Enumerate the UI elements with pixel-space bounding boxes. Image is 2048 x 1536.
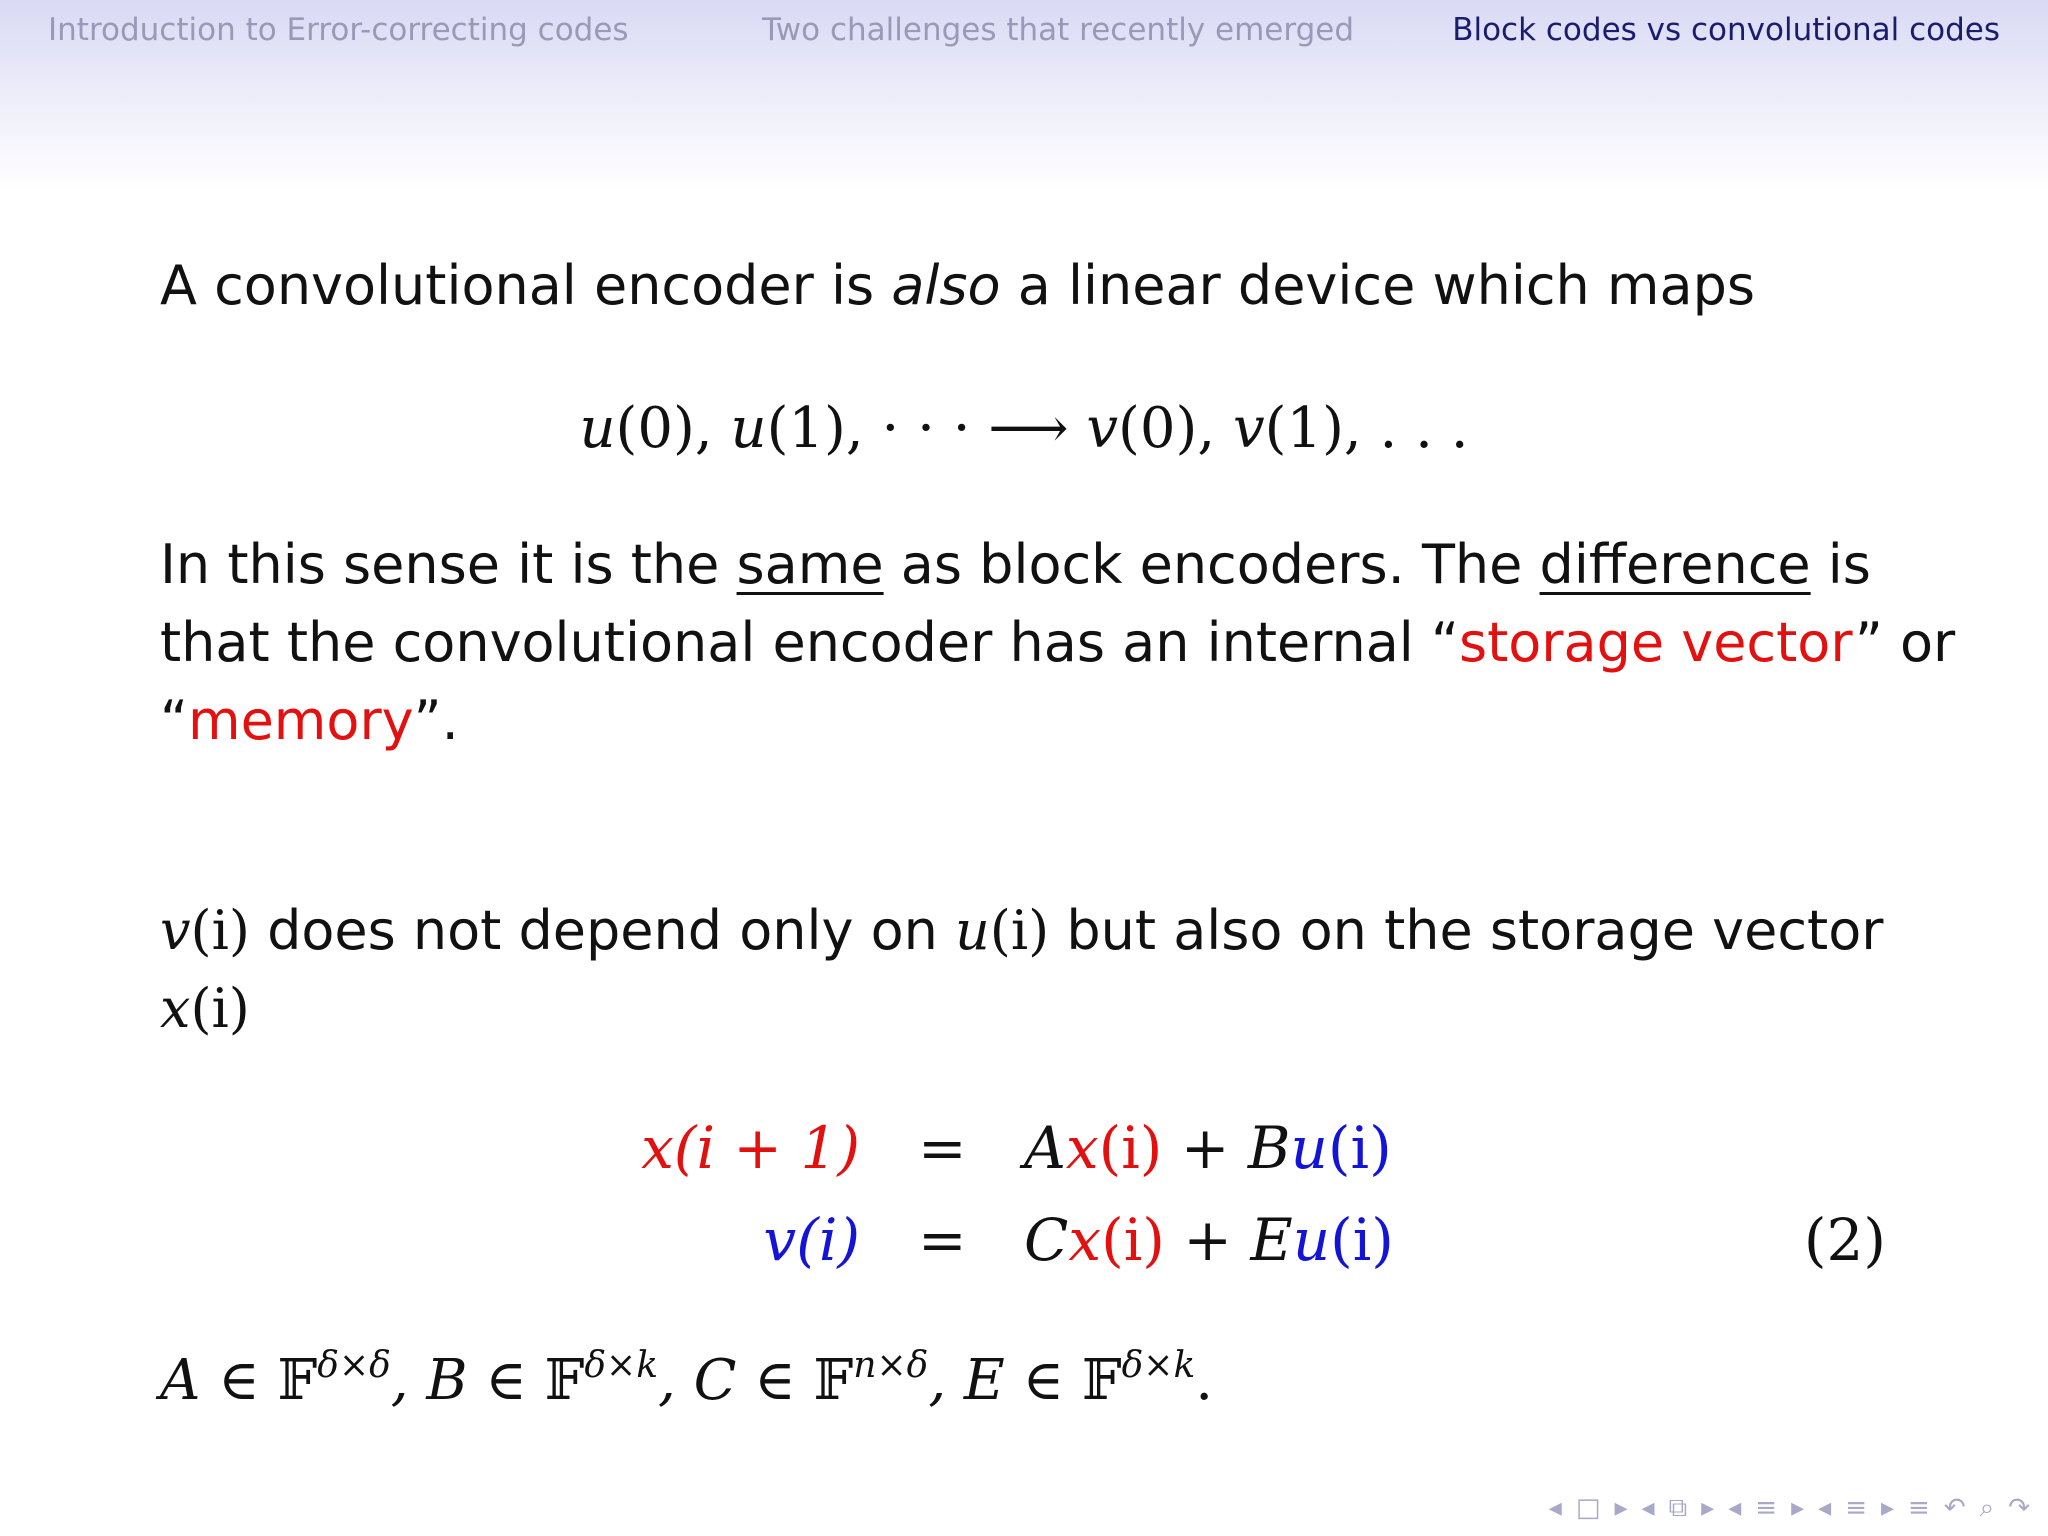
search-icon[interactable]: ⌕	[1979, 1492, 1995, 1523]
subsection-next-icon[interactable]: ▸	[1701, 1493, 1715, 1523]
frame-next-icon[interactable]: ▸	[1614, 1493, 1628, 1523]
math-part: ∈ 𝔽	[736, 1348, 854, 1413]
forward-icon[interactable]: ↷	[2008, 1493, 2030, 1523]
frame-icon[interactable]: □	[1575, 1493, 1601, 1523]
equation-lhs-state: x(i + 1)	[641, 1114, 860, 1182]
equals-sign: =	[918, 1206, 967, 1274]
appendix-icon[interactable]: ≡	[1908, 1493, 1930, 1523]
text: does not depend only on	[249, 899, 956, 962]
nav-section-block-vs-conv[interactable]: Block codes vs convolutional codes	[1452, 12, 2000, 48]
math-part: ∈ 𝔽	[467, 1348, 585, 1413]
math-part: (1), . . .	[1264, 396, 1469, 461]
equation-rhs-1	[1024, 1108, 1392, 1188]
text: is	[1810, 533, 1871, 596]
intro-sentence	[160, 247, 1755, 325]
math-u: u	[579, 396, 616, 461]
para3-line2	[160, 970, 1883, 1048]
equation-rhs-2	[1024, 1200, 1394, 1280]
nav-section-intro[interactable]: Introduction to Error-correcting codes	[48, 12, 629, 48]
math-u: u	[730, 396, 767, 461]
highlight-storage-vector: storage vector	[1458, 611, 1855, 674]
text: but also on the storage vector	[1049, 899, 1884, 962]
dim-a: δ×δ	[317, 1345, 391, 1386]
underlined-same: same	[736, 533, 884, 596]
subsection-icon[interactable]: ⧉	[1668, 1492, 1688, 1523]
text: ” or	[1854, 611, 1956, 674]
para3-line1	[160, 892, 1883, 970]
math-part: ∈ 𝔽	[1004, 1348, 1122, 1413]
difference-paragraph	[160, 526, 1955, 760]
equation-row-1	[0, 1108, 2048, 1188]
plus: +	[1164, 1206, 1251, 1274]
section-icon[interactable]: ≡	[1755, 1493, 1778, 1523]
math-v: v	[1086, 396, 1119, 461]
input-index: (i)	[1330, 1206, 1394, 1274]
underlined-difference: difference	[1539, 533, 1811, 596]
doc-prev-icon[interactable]: ◂	[1818, 1493, 1832, 1523]
matrix-e: , E	[928, 1348, 1005, 1413]
math-v: v	[1232, 396, 1265, 461]
input-u: u	[1290, 1114, 1328, 1182]
math-part: (0),	[615, 396, 731, 461]
math-part: (i)	[190, 977, 250, 1040]
equals-sign: =	[918, 1114, 967, 1182]
equation-lhs-output: v(i)	[763, 1206, 860, 1274]
text: “	[160, 689, 188, 752]
plus: +	[1162, 1114, 1248, 1182]
matrix-b: B	[1247, 1114, 1291, 1182]
state-index: (i)	[1098, 1114, 1163, 1182]
math-x: x	[160, 977, 191, 1040]
para2-line2	[160, 604, 1955, 682]
intro-text-b: a linear device which maps	[1000, 254, 1756, 317]
dependency-paragraph	[160, 892, 1883, 1048]
text: that the convolutional encoder has an internal “	[160, 611, 1459, 674]
input-u: u	[1292, 1206, 1331, 1274]
matrix-c: , C	[658, 1348, 737, 1413]
subsection-prev-icon[interactable]: ◂	[1641, 1493, 1655, 1523]
matrix-b: , B	[390, 1348, 468, 1413]
frame-prev-icon[interactable]: ◂	[1548, 1493, 1562, 1523]
state-x: x	[1065, 1114, 1099, 1182]
text: as block encoders. The	[883, 533, 1540, 596]
mapping-formula	[0, 390, 2048, 468]
text: In this sense it is the	[160, 533, 737, 596]
math-part: (i)	[190, 899, 250, 962]
beamer-navigation	[1549, 1488, 2030, 1528]
matrix-a: A	[160, 1348, 201, 1413]
intro-text-a: A convolutional encoder is	[160, 254, 892, 317]
text: ”.	[413, 689, 459, 752]
nav-section-challenges[interactable]: Two challenges that recently emerged	[762, 12, 1355, 48]
section-next-icon[interactable]: ▸	[1791, 1493, 1805, 1523]
header-bar	[0, 0, 2048, 190]
doc-icon[interactable]: ≡	[1845, 1493, 1867, 1523]
math-part: ∈ 𝔽	[200, 1348, 318, 1413]
doc-next-icon[interactable]: ▸	[1880, 1493, 1895, 1523]
para2-line1	[160, 526, 1955, 604]
math-v: v	[160, 899, 191, 962]
back-forward-icon[interactable]: ↶	[1943, 1493, 1966, 1523]
math-part: (i)	[989, 899, 1050, 962]
period: .	[1195, 1348, 1214, 1413]
matrix-c: C	[1024, 1206, 1069, 1274]
equation-row-2	[0, 1200, 2048, 1280]
math-part: (1), · · · ⟶	[766, 396, 1087, 461]
math-part: (0),	[1118, 396, 1233, 461]
para2-line3	[160, 682, 1955, 760]
matrix-spaces	[160, 1342, 1213, 1420]
input-index: (i)	[1327, 1114, 1392, 1182]
state-x: x	[1068, 1206, 1102, 1274]
math-u: u	[955, 899, 990, 962]
equation-number: (2)	[1803, 1206, 1886, 1274]
dim-e: δ×k	[1121, 1345, 1196, 1386]
matrix-e: E	[1250, 1206, 1293, 1274]
dim-c: n×δ	[853, 1345, 929, 1386]
section-prev-icon[interactable]: ◂	[1728, 1493, 1742, 1523]
highlight-memory: memory	[187, 689, 414, 752]
state-index: (i)	[1101, 1206, 1165, 1274]
matrix-a: A	[1024, 1114, 1066, 1182]
dim-b: δ×k	[584, 1345, 659, 1386]
intro-emphasis: also	[891, 254, 1001, 317]
